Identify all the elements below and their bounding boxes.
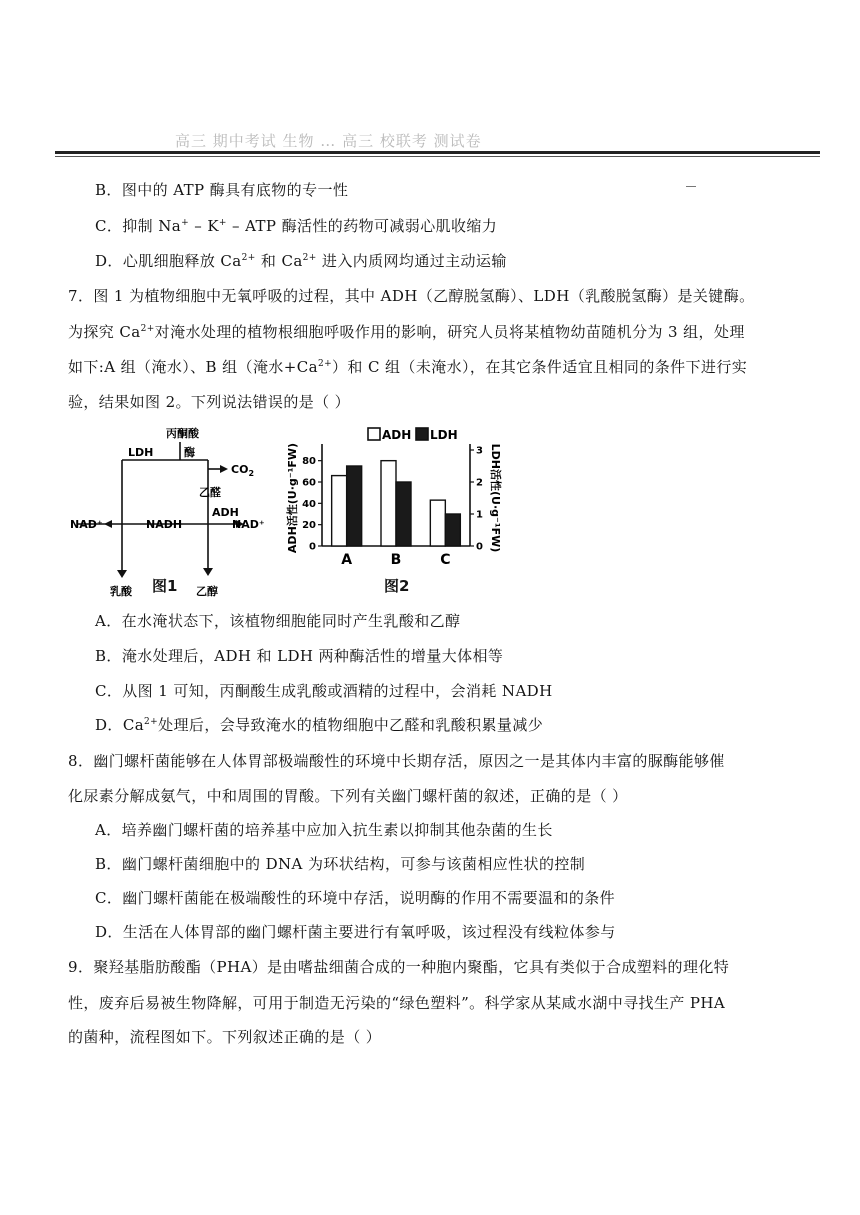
legend-swatch-adh [368,428,380,440]
q9-stem-line1: 9．聚羟基脂肪酸酯（PHA）是由嗜盐细菌合成的一种胞内聚酯，它具有类似于合成塑料的理化特 [68,958,730,976]
q7-stem-line1: 7．图 1 为植物细胞中无氧呼吸的过程，其中 ADH（乙醇脱氢酶）、LDH（乳酸脱氢酶）是关键酶。 [68,287,755,305]
q8-option-c: C．幽门螺杆菌能在极端酸性的环境中存活，说明酶的作用不需要温和的条件 [95,889,616,907]
q7-stem-line3: 如下:A 组（淹水）、B 组（淹水$+Ca^{2+}$）和 C 组（未淹水），在其它条件适宜且相同的条件下进行实 [68,358,748,376]
bar-adh [381,461,396,546]
figure2-caption: 图2 [384,577,410,595]
bar-ldh [445,514,460,546]
pyruvate-label: 丙酮酸 [166,427,199,440]
nadh-label: NADH [146,518,183,531]
q7-option-b: B．淹水处理后，ADH 和 LDH 两种酶活性的增量大体相等 [95,647,504,665]
legend-label-ldh: LDH [430,428,458,442]
category-label: A [341,552,353,568]
q8-stem-line2: 化尿素分解成氨气，中和周围的胃酸。下列有关幽门螺杆菌的叙述，正确的是（ ） [68,787,628,805]
q8-option-d: D．生活在人体胃部的幽门螺杆菌主要进行有氧呼吸，该过程没有线粒体参与 [95,923,616,941]
q7-option-c: C．从图 1 可知，丙酮酸生成乳酸或酒精的过程中，会消耗 NADH [95,682,553,700]
left-tick-label: 20 [302,520,316,532]
left-axis-title: ADH活性(U·g⁻¹FW) [286,442,299,554]
co2-label: $CO_2$ [231,463,255,478]
header-text: 高三 期中考试 生物 … 高三 校联考 测试卷 [175,132,482,150]
q7-option-d: D．$Ca^{2+}$处理后，会导致淹水的植物细胞中乙醛和乳酸积累量减少 [95,716,544,734]
left-tick-label: 40 [302,498,316,510]
bar-ldh [396,482,411,546]
bar-ldh [347,466,362,546]
right-tick-label: 2 [476,477,483,489]
right-tick-label: 3 [476,445,483,457]
q6-option-d: D．心肌细胞释放 $Ca^{2+}$ 和 $Ca^{2+}$ 进入内质网均通过主动运输 [95,252,507,270]
q7-figures [68,420,528,605]
nad-right-label: NAD⁺ [232,518,265,531]
bar-adh [430,500,445,546]
ldh-label: LDH [128,446,154,459]
q7-stem-line2: 为探究 $Ca^{2+}$对淹水处理的植物根细胞呼吸作用的影响，研究人员将某植物幼苗随机分为 3 组，处理 [68,323,745,341]
q6-option-c: C．抑制 Na+ – K+ – ATP 酶活性的药物可减弱心肌收缩力 [95,217,498,235]
q8-option-a: A．培养幽门螺杆菌的培养基中应加入抗生素以抑制其他杂菌的生长 [95,821,553,839]
ethanol-label: 乙醇 [196,585,218,598]
header-rule-thin [55,156,820,157]
legend-label-adh: ADH [382,428,412,442]
nad-left-label: NAD⁺ [70,518,103,531]
right-tick-label: 1 [476,509,483,521]
left-tick-label: 80 [302,456,316,468]
category-label: B [390,552,402,568]
q6-option-b: B．图中的 ATP 酶具有底物的专一性 [95,181,349,199]
bar-adh [332,476,347,546]
header-rule [55,151,820,154]
q7-option-a: A．在水淹状态下，该植物细胞能同时产生乳酸和乙醇 [95,612,461,630]
q9-stem-line2: 性，废弃后易被生物降解，可用于制造无污染的“绿色塑料”。科学家从某咸水湖中寻找生产 PHA [68,994,726,1012]
legend-swatch-ldh [416,428,428,440]
q7-stem-line4: 验，结果如图 2。下列说法错误的是（ ） [68,393,351,411]
category-label: C [440,552,451,568]
page-header [55,118,820,158]
acetaldehyde-label: 乙醛 [199,486,221,499]
q9-stem-line3: 的菌种，流程图如下。下列叙述正确的是（ ） [68,1028,382,1046]
adh-label: ADH [212,506,239,519]
enzyme-label: 酶 [184,446,195,459]
right-tick-label: 0 [476,541,483,553]
figure1-caption: 图1 [152,577,178,595]
lactate-label: 乳酸 [110,585,132,598]
q8-stem-line1: 8．幽门螺杆菌能够在人体胃部极端酸性的环境中长期存活，原因之一是其体内丰富的脲酶能够催 [68,752,725,770]
q8-option-b: B．幽门螺杆菌细胞中的 DNA 为环状结构，可参与该菌相应性状的控制 [95,855,586,873]
left-tick-label: 60 [302,477,316,489]
left-tick-label: 0 [309,541,316,553]
stray-mark [686,186,696,187]
right-axis-title: LDH活性(U·g⁻¹FW) [489,443,502,553]
